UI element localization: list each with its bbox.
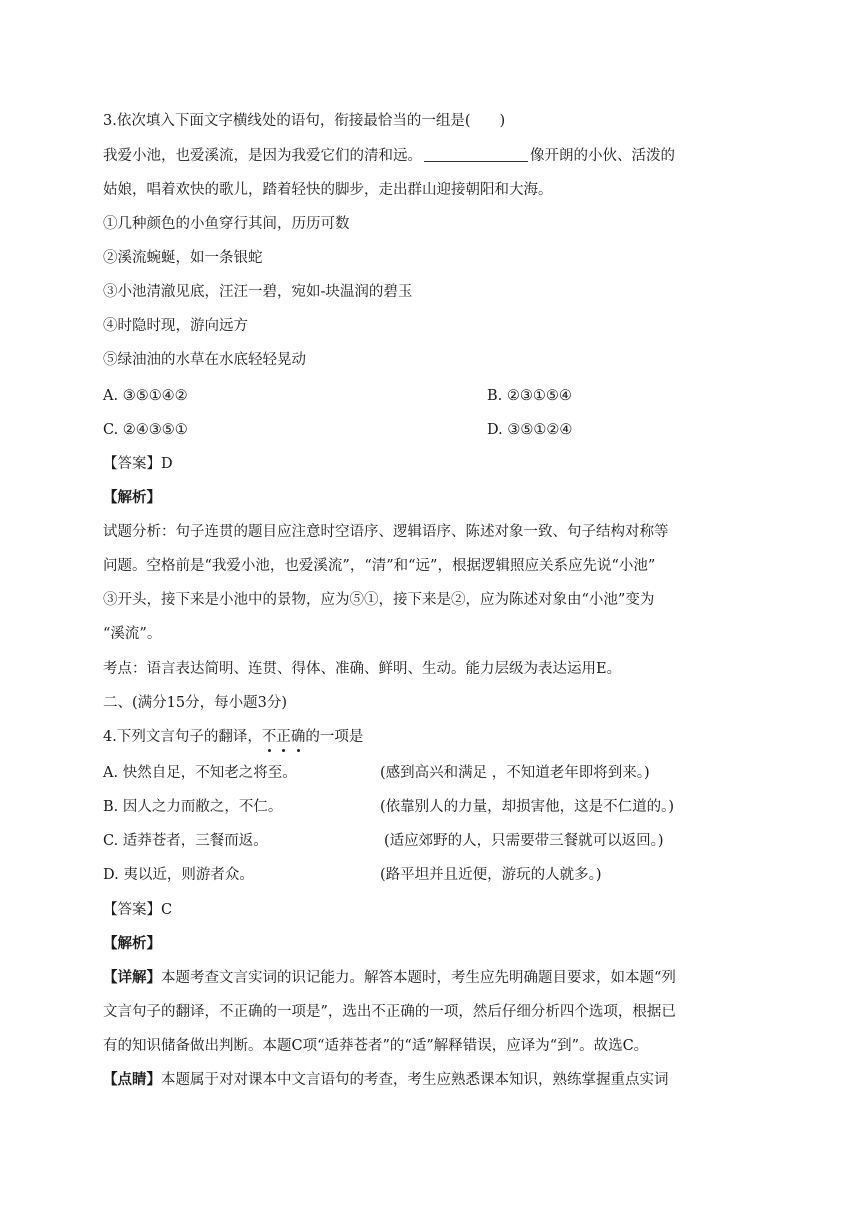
q3-passage-text-b: 像开朗的小伙、活泼的	[530, 148, 675, 164]
q4-detail-line-2: 文言句子的翻译，不正确的一项是”，选出不正确的一项，然后仔细分析四个选项，根据已	[103, 1004, 676, 1020]
q3-passage-text-a: 我爱小池，也爱溪流，是因为我爱它们的清和远。	[103, 148, 422, 164]
q3-analysis-line-4: “溪流”。	[103, 626, 162, 642]
q4-analysis-label: 【解析】	[103, 935, 161, 952]
emphasis-char: 确	[290, 729, 306, 745]
q4-option-a-source: A. 快然自足，不知老之将至。	[103, 765, 297, 781]
point-text: 本题属于对对课本中文言语句的考查，考生应熟悉课本知识，熟练掌握重点实词	[161, 1072, 669, 1088]
q4-answer: 【答案】C	[103, 902, 173, 918]
q3-stem: 3.依次填入下面文字横线处的语句，衔接最恰当的一组是( )	[103, 113, 506, 129]
q4-stem-text-b: 的一项是	[305, 729, 364, 745]
q3-option-b: B. ②③①⑤④	[487, 388, 572, 404]
q4-detail-line-3: 有的知识储备做出判断。本题C项“适莽苍者”的“适”解释错误，应译为“到”。故选C。	[103, 1038, 649, 1054]
q3-option-d: D. ③⑤①②④	[487, 422, 573, 438]
q3-analysis-label: 【解析】	[103, 489, 161, 506]
q3-passage-line-2: 姑娘，唱着欢快的歌儿，踏着轻快的脚步，走出群山迎接朝阳和大海。	[103, 182, 553, 198]
q3-answer: 【答案】D	[103, 456, 173, 472]
q3-sentence-4: ④时隐时现，游向远方	[103, 318, 248, 334]
q4-option-d-translation: (路平坦并且近便，游玩的人就多。)	[380, 867, 602, 883]
q4-option-c-source: C. 适莽苍者，三餐而返。	[103, 833, 268, 849]
q3-option-c: C. ②④③⑤①	[103, 422, 188, 438]
q3-passage-line-1	[103, 146, 675, 166]
q4-detail-line-1	[103, 968, 676, 988]
fill-blank	[424, 147, 528, 162]
q3-sentence-5: ⑤绿油油的水草在水底轻轻晃动	[103, 352, 306, 368]
q4-option-b-source: B. 因人之力而敝之，不仁。	[103, 799, 283, 815]
q4-point-line-1	[103, 1070, 669, 1090]
q3-analysis-line-1: 试题分析：句子连贯的题目应注意时空语序、逻辑语序、陈述对象一致、句子结构对称等	[103, 524, 669, 540]
q3-analysis-line-2: 问题。空格前是“我爱小池，也爱溪流”，“清”和“远”，根据逻辑照应关系应先说“小池”	[103, 558, 656, 574]
detail-text: 本题考查文言实词的识记能力。解答本题时，考生应先明确题目要求，如本题“列	[161, 970, 676, 986]
q3-sentence-1: ①几种颜色的小鱼穿行其间，历历可数	[103, 216, 350, 232]
q4-option-c-translation: (适应郊野的人，只需要带三餐就可以返回。)	[384, 833, 664, 849]
point-label: 【点睛】	[103, 1071, 161, 1088]
q4-option-a-translation: (感到高兴和满足 ，不知道老年即将到来。)	[380, 765, 650, 781]
emphasis-char: 正	[276, 729, 291, 745]
q4-stem	[103, 727, 363, 747]
section-2-heading: 二、(满分15分，每小题3分)	[103, 695, 287, 711]
detail-label: 【详解】	[103, 969, 161, 986]
q3-sentence-3: ③小池清澈见底，汪汪一碧，宛如-块温润的碧玉	[103, 284, 413, 300]
q3-sentence-2: ②溪流蜿蜒，如一条银蛇	[103, 250, 263, 266]
q4-option-b-translation: (依靠别人的力量，却损害他，这是不仁道的。)	[380, 799, 675, 815]
q3-analysis-line-3: ③开头，接下来是小池中的景物，应为⑤①，接下来是②，应为陈述对象由“小池”变为	[103, 592, 655, 608]
q4-option-d-source: D. 夷以近，则游者众。	[103, 867, 254, 883]
q3-kaodian: 考点：语言表达简明、连贯、得体、准确、鲜明、生动。能力层级为表达运用E。	[103, 661, 622, 677]
emphasis-char: 不	[261, 729, 277, 745]
q3-option-a: A. ③⑤①④②	[103, 388, 188, 404]
q4-stem-text-a: 4.下列文言句子的翻译，	[103, 729, 262, 745]
